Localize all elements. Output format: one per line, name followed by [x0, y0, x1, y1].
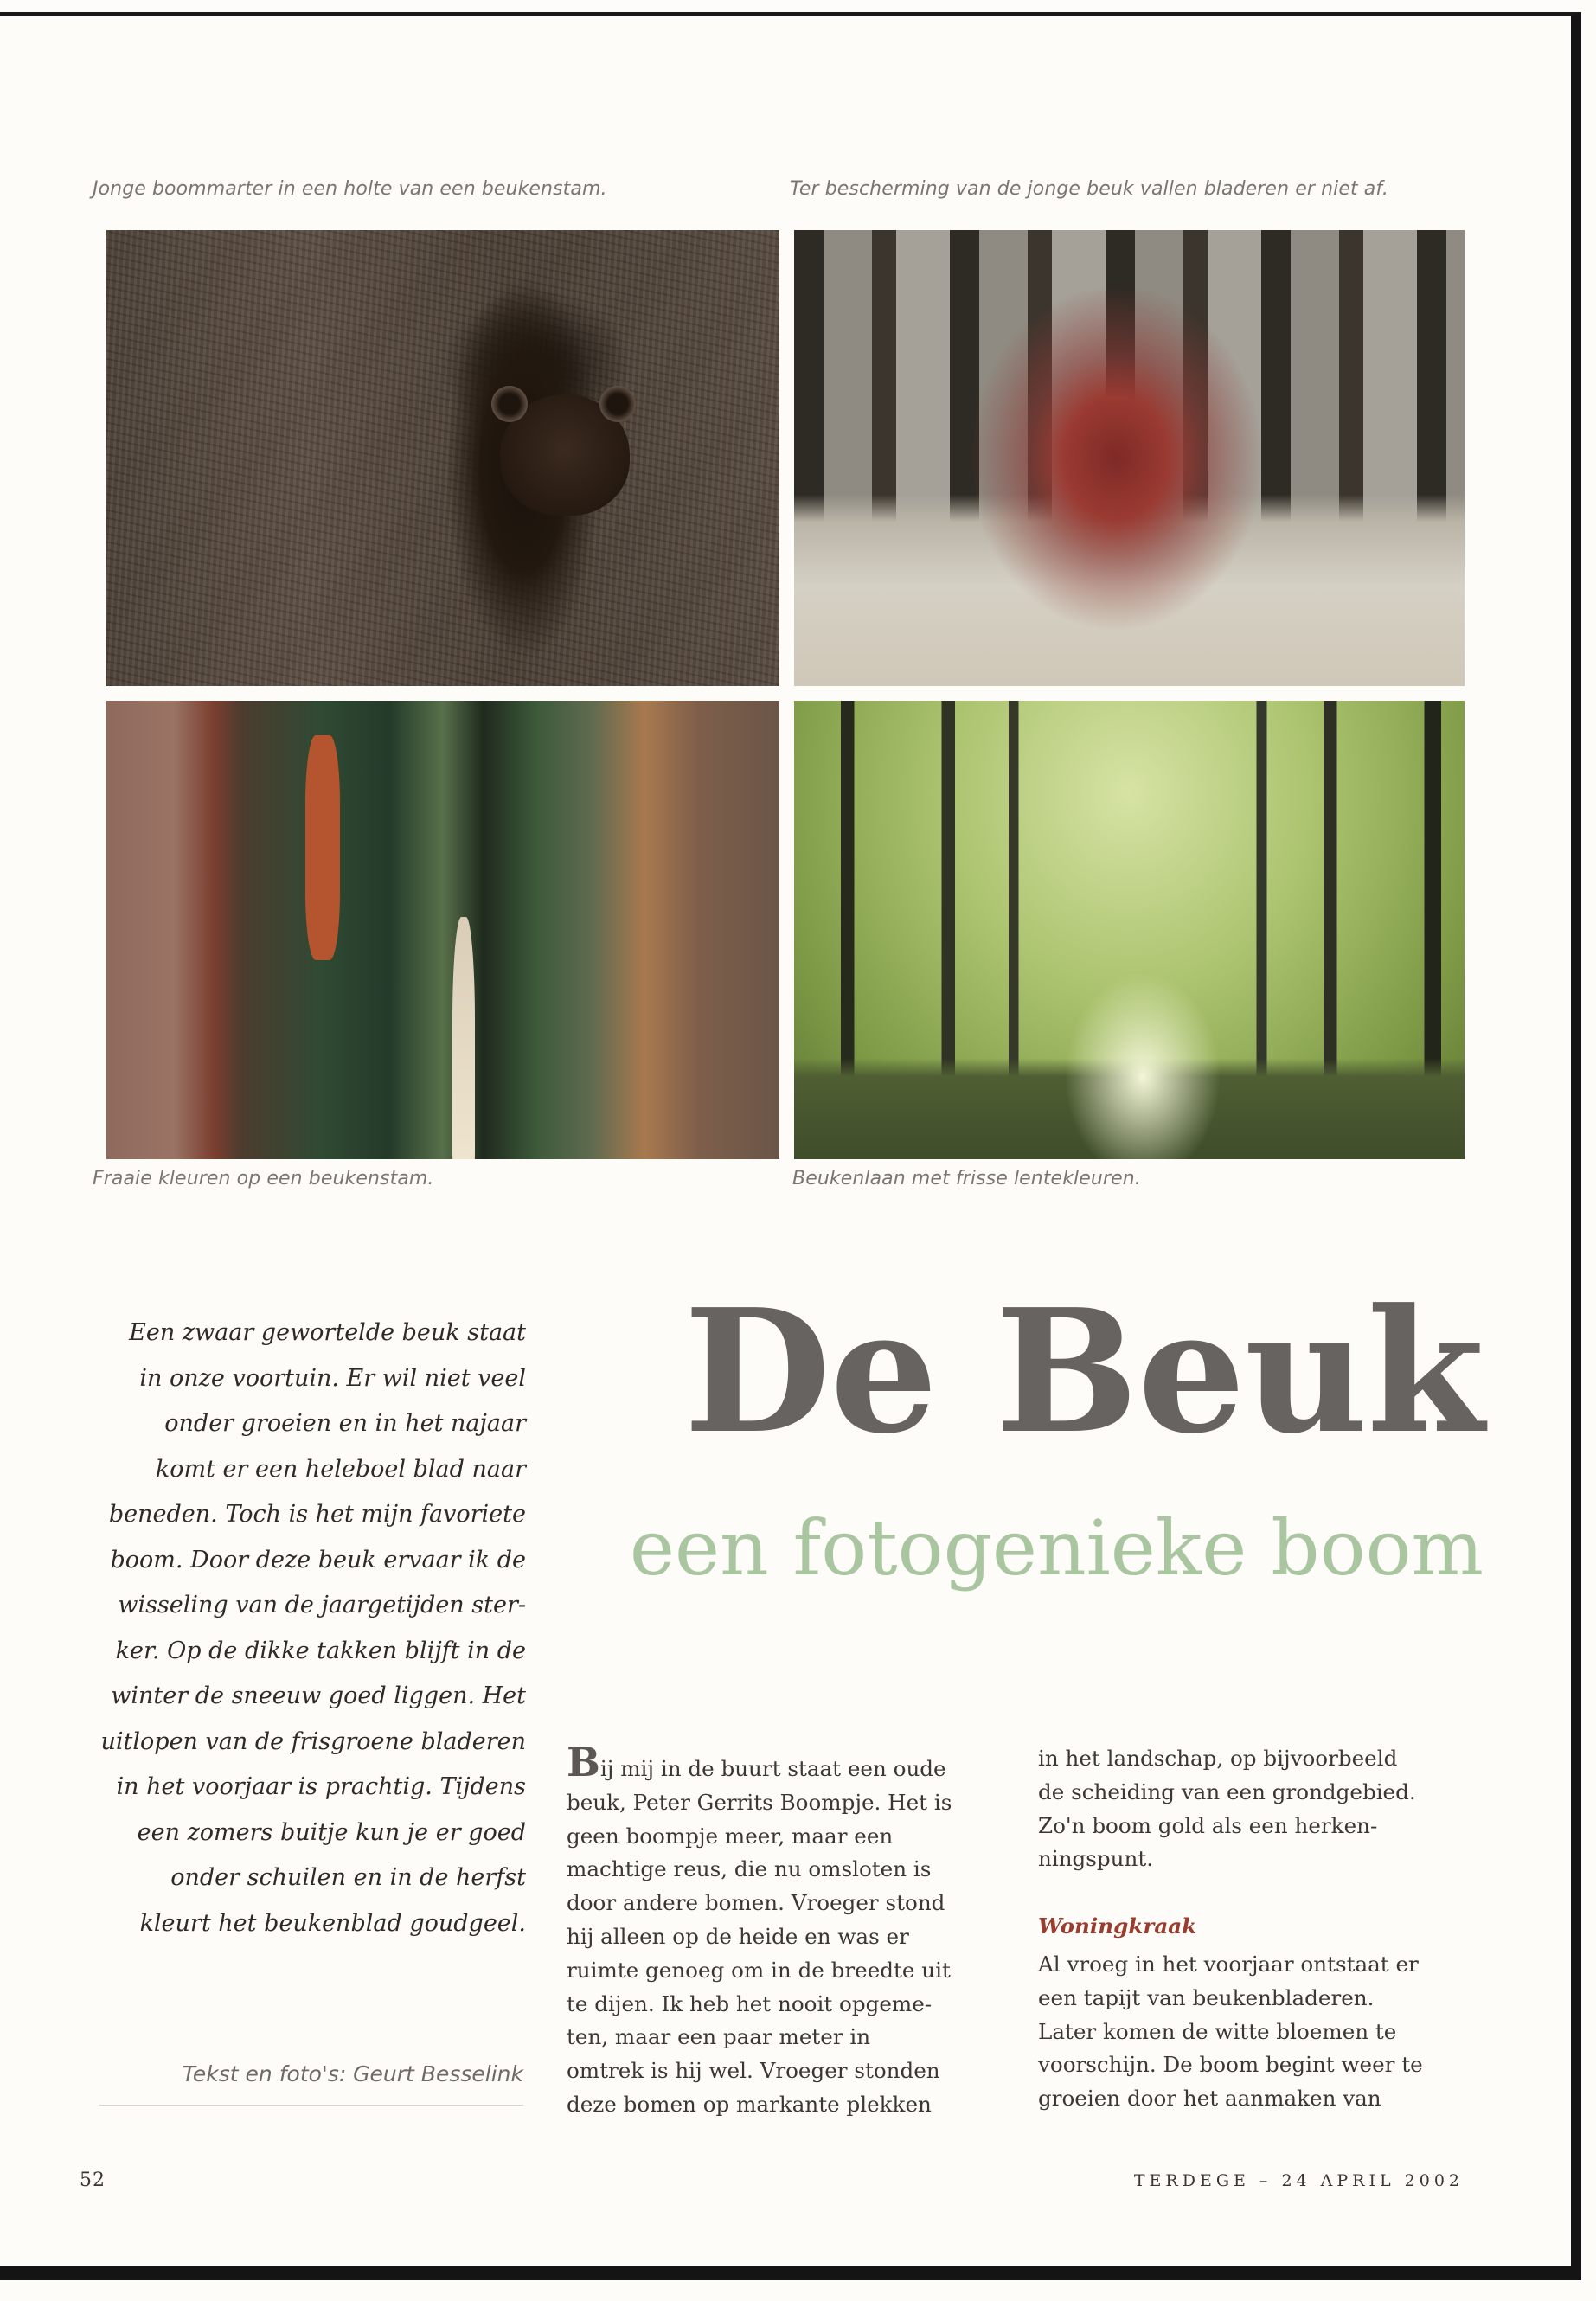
photo-beech-bark [106, 701, 779, 1159]
bark-crack [452, 917, 475, 1159]
article-column-2-top: in het landschap, op bijvoorbeeld de scheiding van een grondgebied. Zo'n boom gold als een herken- ningspunt. [1038, 1746, 1416, 1872]
photo-young-beech [794, 230, 1465, 686]
intro-line: komt er een heleboel blad naar [155, 1455, 526, 1483]
intro-line: wisseling van de jaargetijden ster- [118, 1592, 526, 1618]
section-heading: Woningkraak [1038, 1913, 1197, 1939]
intro-line: boom. Door deze beuk ervaar ik de [110, 1546, 526, 1574]
photo-pine-marten [106, 230, 779, 686]
credit-divider [99, 2105, 523, 2106]
article-column-2-rest: Al vroeg in het voorjaar ontstaat er een tapijt van beukenbladeren. Later komen de witte bloemen te voorschijn. De boom begint weer te groeien door het aanmaken van [1038, 1952, 1423, 2112]
intro-text [87, 1311, 526, 1946]
bark-patch [305, 735, 340, 960]
article-title: De Beuk [683, 1272, 1484, 1471]
intro-line: beneden. Toch is het mijn favoriete [108, 1501, 526, 1528]
marten-ear [599, 386, 636, 422]
photo-beech-lane [794, 701, 1465, 1159]
intro-line: onder groeien en in het najaar [164, 1410, 526, 1437]
intro-line: een zomers buitje kun je er goed [137, 1818, 526, 1846]
article-subtitle: een fotogenieke boom [629, 1503, 1484, 1593]
intro-line: winter de sneeuw goed liggen. Het [111, 1682, 526, 1709]
caption-bark: Fraaie kleuren op een beukenstam. [93, 1168, 434, 1189]
magazine-footer: TERDEGE – 24 APRIL 2002 [1133, 2171, 1464, 2190]
article-column-1 [567, 1739, 990, 2122]
column-1-text: ij mij in de buurt staat een oude beuk, Peter Gerrits Boompje. Het is geen boompje meer, maar een machtige reus, die nu omsloten is door andere bomen. Vroeger stond hij alleen op de heide en was er ruimte genoeg om in de breedte uit te dijen. Ik heb het nooit opgeme- ten, maar een paar meter in omtrek is hij wel. Vroeger stonden deze bomen op markante plekken [567, 1756, 952, 2117]
drop-cap: B [567, 1739, 600, 1785]
intro-line: kleurt het beukenblad goudgeel. [139, 1909, 526, 1937]
intro-line: in onze voortuin. Er wil niet veel [139, 1364, 526, 1392]
intro-line: ker. Op de dikke takken blijft in de [115, 1637, 526, 1664]
intro-line: onder schuilen en in de herfst [170, 1864, 526, 1891]
photo-credit: Tekst en foto's: Geurt Besselink [182, 2061, 523, 2086]
caption-lane: Beukenlaan met frisse lentekleuren. [792, 1168, 1141, 1189]
intro-line: in het voorjaar is prachtig. Tijdens [116, 1773, 526, 1800]
intro-line: uitlopen van de frisgroene bladeren [100, 1727, 526, 1755]
marten-ear [491, 386, 528, 422]
caption-marten: Jonge boommarter in een holte van een beukenstam. [93, 178, 607, 200]
caption-young-beech: Ter bescherming van de jonge beuk vallen bladeren er niet af. [790, 178, 1388, 200]
intro-line: Een zwaar gewortelde beuk staat [129, 1319, 526, 1346]
page-number: 52 [80, 2170, 106, 2191]
